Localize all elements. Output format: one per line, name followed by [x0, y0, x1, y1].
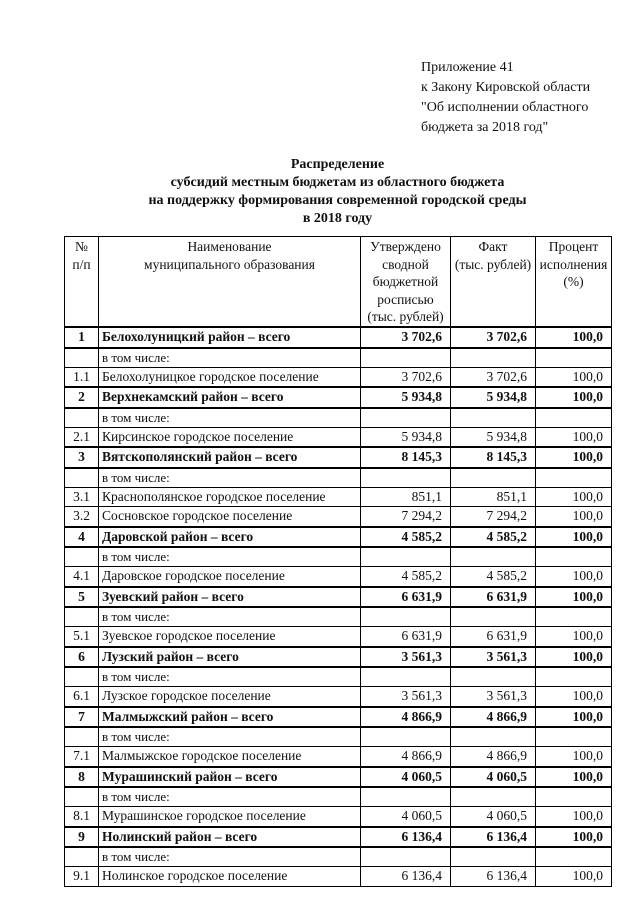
- cell-num: 5: [65, 587, 99, 608]
- header-fact: Факт (тыс. рублей): [451, 237, 536, 328]
- cell-num: 4: [65, 527, 99, 548]
- district-total-row: [65, 327, 612, 348]
- table-body: [65, 327, 612, 886]
- cell-name: в том числе:: [99, 408, 361, 428]
- settlement-row: [65, 487, 612, 507]
- cell-num: 7.1: [65, 747, 99, 767]
- cell-name: в том числе:: [99, 547, 361, 567]
- including-row: [65, 408, 612, 428]
- title-line-1: Распределение: [290, 157, 385, 172]
- cell-fact: [451, 348, 536, 368]
- cell-num: 3.2: [65, 507, 99, 527]
- cell-name: Даровской район – всего: [99, 527, 361, 548]
- cell-num: [65, 727, 99, 747]
- cell-name: Нолинское городское поселение: [99, 867, 361, 887]
- cell-name: Нолинский район – всего: [99, 827, 361, 848]
- district-total-row: [65, 707, 612, 728]
- cell-percent: [536, 847, 612, 867]
- cell-num: 6: [65, 647, 99, 668]
- cell-num: [65, 348, 99, 368]
- cell-num: 9.1: [65, 867, 99, 887]
- cell-name: Сосновское городское поселение: [99, 507, 361, 527]
- title-line-4: в 2018 году: [302, 211, 373, 226]
- cell-name: Зуевское городское поселение: [99, 627, 361, 647]
- district-total-row: [65, 447, 612, 468]
- district-total-row: [65, 527, 612, 548]
- cell-fact: 6 136,4: [451, 867, 536, 887]
- cell-percent: 100,0: [536, 367, 612, 387]
- cell-fact: 3 702,6: [451, 367, 536, 387]
- cell-fact: [451, 607, 536, 627]
- cell-name: в том числе:: [99, 847, 361, 867]
- cell-approved: 851,1: [361, 487, 451, 507]
- cell-fact: 6 631,9: [451, 587, 536, 608]
- cell-num: 3.1: [65, 487, 99, 507]
- cell-num: [65, 408, 99, 428]
- cell-approved: 3 702,6: [361, 367, 451, 387]
- cell-num: 8.1: [65, 807, 99, 827]
- cell-fact: [451, 787, 536, 807]
- cell-fact: 4 060,5: [451, 767, 536, 788]
- cell-num: 2.1: [65, 427, 99, 447]
- title-line-3: на поддержку формирования современной городской среды: [148, 193, 527, 208]
- cell-percent: 100,0: [536, 627, 612, 647]
- cell-name: Малмыжский район – всего: [99, 707, 361, 728]
- district-total-row: [65, 387, 612, 408]
- settlement-row: [65, 807, 612, 827]
- settlement-row: [65, 627, 612, 647]
- cell-num: 6.1: [65, 687, 99, 707]
- header-num: № п/п: [65, 237, 99, 328]
- settlement-row: [65, 507, 612, 527]
- cell-approved: 4 585,2: [361, 567, 451, 587]
- appendix-line-1: Приложение 41: [421, 60, 514, 75]
- cell-num: 7: [65, 707, 99, 728]
- cell-fact: [451, 547, 536, 567]
- cell-name: в том числе:: [99, 468, 361, 488]
- including-row: [65, 667, 612, 687]
- cell-approved: 4 585,2: [361, 527, 451, 548]
- cell-approved: [361, 468, 451, 488]
- district-total-row: [65, 767, 612, 788]
- cell-name: Зуевский район – всего: [99, 587, 361, 608]
- settlement-row: [65, 427, 612, 447]
- cell-fact: 4 585,2: [451, 567, 536, 587]
- cell-percent: 100,0: [536, 827, 612, 848]
- cell-fact: [451, 408, 536, 428]
- cell-approved: 3 561,3: [361, 647, 451, 668]
- cell-num: [65, 547, 99, 567]
- subsidy-table: [64, 236, 612, 887]
- cell-name: в том числе:: [99, 348, 361, 368]
- table-header-row: [65, 237, 612, 328]
- cell-fact: 4 866,9: [451, 707, 536, 728]
- settlement-row: [65, 567, 612, 587]
- cell-percent: 100,0: [536, 707, 612, 728]
- cell-approved: [361, 607, 451, 627]
- cell-percent: [536, 787, 612, 807]
- cell-approved: [361, 408, 451, 428]
- cell-approved: [361, 348, 451, 368]
- cell-approved: [361, 667, 451, 687]
- including-row: [65, 468, 612, 488]
- cell-approved: 7 294,2: [361, 507, 451, 527]
- cell-percent: [536, 348, 612, 368]
- cell-fact: [451, 847, 536, 867]
- cell-approved: 6 136,4: [361, 867, 451, 887]
- settlement-row: [65, 867, 612, 887]
- cell-fact: 6 631,9: [451, 627, 536, 647]
- cell-percent: 100,0: [536, 567, 612, 587]
- header-name: Наименование муниципального образования: [99, 237, 361, 328]
- including-row: [65, 607, 612, 627]
- cell-percent: [536, 408, 612, 428]
- settlement-row: [65, 747, 612, 767]
- cell-percent: [536, 468, 612, 488]
- cell-name: Вятскополянский район – всего: [99, 447, 361, 468]
- title-line-2: субсидий местным бюджетам из областного бюджета: [170, 175, 505, 190]
- cell-approved: 6 631,9: [361, 627, 451, 647]
- appendix-line-3: "Об исполнении областного: [421, 100, 589, 115]
- cell-name: Кирсинское городское поселение: [99, 427, 361, 447]
- cell-fact: 7 294,2: [451, 507, 536, 527]
- cell-name: Верхнекамский район – всего: [99, 387, 361, 408]
- cell-name: в том числе:: [99, 667, 361, 687]
- including-row: [65, 847, 612, 867]
- header-percent: Процент исполнения (%): [536, 237, 612, 328]
- cell-approved: 5 934,8: [361, 387, 451, 408]
- cell-approved: 3 702,6: [361, 327, 451, 348]
- cell-percent: 100,0: [536, 487, 612, 507]
- cell-fact: [451, 667, 536, 687]
- including-row: [65, 787, 612, 807]
- cell-num: 2: [65, 387, 99, 408]
- cell-fact: 6 136,4: [451, 827, 536, 848]
- cell-approved: 4 866,9: [361, 707, 451, 728]
- cell-fact: 4 866,9: [451, 747, 536, 767]
- including-row: [65, 348, 612, 368]
- cell-num: [65, 787, 99, 807]
- cell-fact: 4 585,2: [451, 527, 536, 548]
- cell-num: 8: [65, 767, 99, 788]
- cell-approved: 6 631,9: [361, 587, 451, 608]
- cell-fact: 3 561,3: [451, 687, 536, 707]
- cell-percent: 100,0: [536, 587, 612, 608]
- cell-fact: 8 145,3: [451, 447, 536, 468]
- cell-percent: 100,0: [536, 447, 612, 468]
- header-approved: Утверждено сводной бюджетной росписью (тыс. рублей): [361, 237, 451, 328]
- settlement-row: [65, 367, 612, 387]
- cell-fact: 5 934,8: [451, 427, 536, 447]
- cell-approved: [361, 787, 451, 807]
- cell-fact: [451, 468, 536, 488]
- cell-name: в том числе:: [99, 607, 361, 627]
- cell-fact: 5 934,8: [451, 387, 536, 408]
- cell-num: 4.1: [65, 567, 99, 587]
- cell-name: Лузский район – всего: [99, 647, 361, 668]
- cell-num: 1: [65, 327, 99, 348]
- cell-percent: 100,0: [536, 327, 612, 348]
- cell-percent: 100,0: [536, 807, 612, 827]
- cell-num: 9: [65, 827, 99, 848]
- cell-fact: 3 561,3: [451, 647, 536, 668]
- cell-percent: 100,0: [536, 647, 612, 668]
- including-row: [65, 727, 612, 747]
- cell-num: [65, 847, 99, 867]
- cell-num: 5.1: [65, 627, 99, 647]
- cell-approved: 4 866,9: [361, 747, 451, 767]
- cell-approved: 6 136,4: [361, 827, 451, 848]
- cell-approved: 4 060,5: [361, 807, 451, 827]
- appendix-line-2: к Закону Кировской области: [421, 80, 591, 95]
- cell-name: в том числе:: [99, 727, 361, 747]
- cell-approved: 8 145,3: [361, 447, 451, 468]
- settlement-row: [65, 687, 612, 707]
- cell-num: 1.1: [65, 367, 99, 387]
- including-row: [65, 547, 612, 567]
- cell-percent: [536, 667, 612, 687]
- cell-name: Мурашинский район – всего: [99, 767, 361, 788]
- district-total-row: [65, 647, 612, 668]
- cell-name: в том числе:: [99, 787, 361, 807]
- cell-approved: [361, 727, 451, 747]
- cell-approved: [361, 847, 451, 867]
- district-total-row: [65, 587, 612, 608]
- cell-percent: [536, 727, 612, 747]
- cell-percent: 100,0: [536, 387, 612, 408]
- cell-name: Лузское городское поселение: [99, 687, 361, 707]
- cell-percent: 100,0: [536, 747, 612, 767]
- document-title: [60, 156, 615, 228]
- cell-name: Малмыжское городское поселение: [99, 747, 361, 767]
- cell-num: [65, 468, 99, 488]
- cell-num: [65, 667, 99, 687]
- cell-percent: 100,0: [536, 527, 612, 548]
- district-total-row: [65, 827, 612, 848]
- cell-name: Белохолуницкий район – всего: [99, 327, 361, 348]
- cell-approved: 4 060,5: [361, 767, 451, 788]
- cell-percent: 100,0: [536, 427, 612, 447]
- cell-name: Краснополянское городское поселение: [99, 487, 361, 507]
- cell-num: [65, 607, 99, 627]
- cell-percent: 100,0: [536, 867, 612, 887]
- cell-percent: 100,0: [536, 507, 612, 527]
- cell-fact: 3 702,6: [451, 327, 536, 348]
- cell-num: 3: [65, 447, 99, 468]
- cell-name: Белохолуницкое городское поселение: [99, 367, 361, 387]
- appendix-line-4: бюджета за 2018 год": [421, 120, 549, 135]
- cell-fact: 4 060,5: [451, 807, 536, 827]
- cell-percent: [536, 607, 612, 627]
- cell-name: Даровское городское поселение: [99, 567, 361, 587]
- appendix-reference: [421, 58, 590, 138]
- cell-fact: [451, 727, 536, 747]
- cell-percent: 100,0: [536, 767, 612, 788]
- cell-approved: 5 934,8: [361, 427, 451, 447]
- cell-approved: 3 561,3: [361, 687, 451, 707]
- cell-fact: 851,1: [451, 487, 536, 507]
- cell-percent: [536, 547, 612, 567]
- cell-approved: [361, 547, 451, 567]
- cell-name: Мурашинское городское поселение: [99, 807, 361, 827]
- cell-percent: 100,0: [536, 687, 612, 707]
